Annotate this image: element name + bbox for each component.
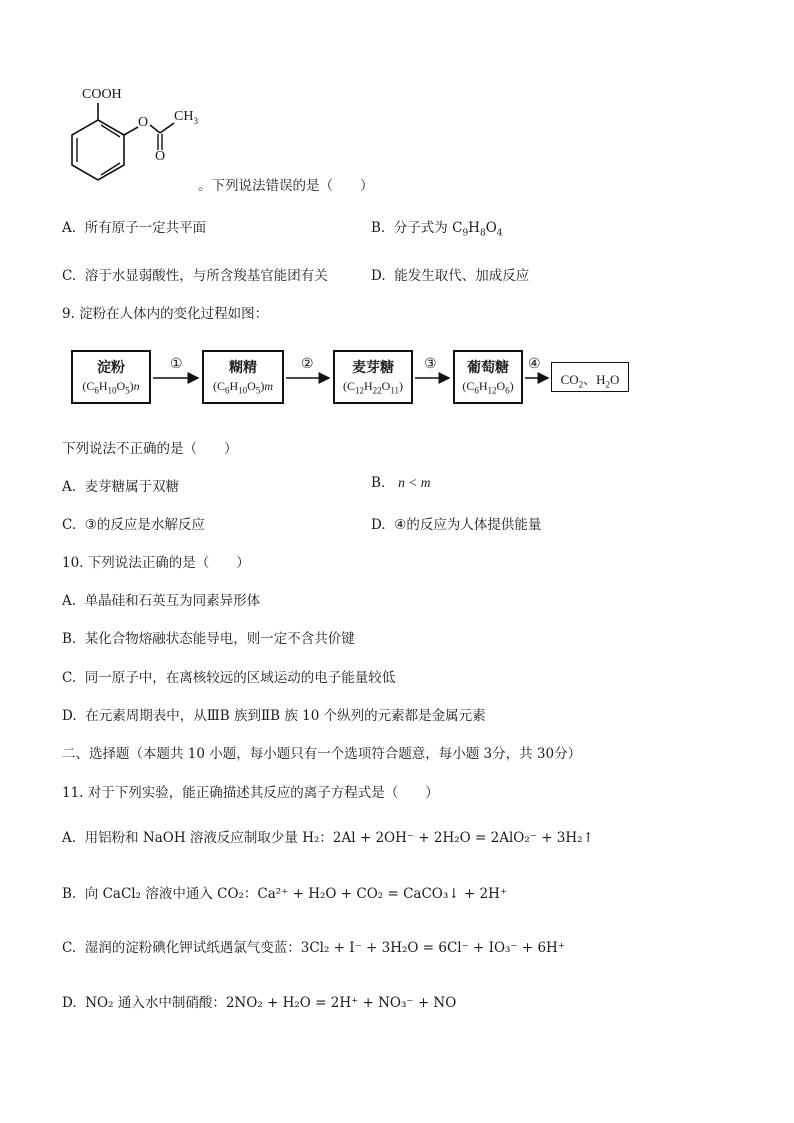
q9-option-a: A. 麦芽糖属于双糖: [62, 479, 180, 495]
q9-option-c: C. ③的反应是水解反应: [62, 517, 205, 533]
flow-arrows-svg: [0, 0, 794, 420]
step-2-label: ②: [301, 356, 314, 372]
section-heading: 二、选择题（本题共 10 小题，每小题只有一个选项符合题意，每小题 3分，共 30分）: [62, 746, 582, 762]
flow-box-glucose: 葡萄糖 $(C_6H_{12}O_6)$: [453, 350, 523, 404]
ester-oxygen-label: O: [138, 115, 149, 130]
flow-box-products: $CO_2$、$H_2O$: [551, 362, 629, 392]
q9-question: 下列说法不正确的是（ ）: [62, 441, 238, 457]
q8-option-c: C. 溶于水显弱酸性，与所含羧基官能团有关: [62, 268, 328, 284]
q9-option-b: B. n < m: [371, 475, 431, 491]
step-3-label: ③: [424, 356, 437, 372]
methyl-label: $CH_3$: [174, 109, 198, 126]
step-4-label: ④: [528, 356, 541, 372]
q10-option-a: A. 单晶硅和石英互为同素异形体: [62, 593, 261, 609]
flow-box-starch: 淀粉 $(C_6H_{10}O_5)n$: [71, 350, 151, 404]
flow-box-maltose: 麦芽糖 $(C_{12}H_{22}O_{11})$: [333, 350, 413, 404]
step-1-label: ①: [170, 356, 183, 372]
q11-option-b: B. 向 CaCl₂ 溶液中通入 CO₂：Ca²⁺ + H₂O + CO₂ = CaCO₃↓ + 2H⁺: [62, 886, 507, 902]
q10-stem: 10. 下列说法正确的是（ ）: [62, 555, 250, 571]
q11-stem: 11. 对于下列实验，能正确描述其反应的离子方程式是（ ）: [62, 785, 439, 801]
cooh-label: COOH: [82, 87, 122, 102]
carbonyl-oxygen-label: O: [155, 149, 166, 164]
q10-option-d: D. 在元素周期表中，从ⅢB 族到ⅡB 族 10 个纵列的元素都是金属元素: [62, 708, 486, 724]
q8-stem: 。下列说法错误的是（ ）: [198, 178, 374, 194]
q11-option-d: D. NO₂ 通入水中制硝酸：2NO₂ + H₂O = 2H⁺ + NO₃⁻ + NO: [62, 995, 457, 1011]
q9-stem: 9. 淀粉在人体内的变化过程如图：: [62, 306, 269, 322]
q11-option-c: C. 湿润的淀粉碘化钾试纸遇氯气变蓝：3Cl₂ + I⁻ + 3H₂O = 6Cl⁻ + IO₃⁻ + 6H⁺: [62, 940, 565, 956]
q8-option-a: A. 所有原子一定共平面: [62, 220, 207, 236]
flow-box-dextrin: 糊精 $(C_6H_{10}O_5)m$: [202, 350, 284, 404]
q11-option-a: A. 用铝粉和 NaOH 溶液反应制取少量 H₂：2Al + 2OH⁻ + 2H₂O = 2AlO₂⁻ + 3H₂↑: [62, 830, 594, 846]
q8-option-d: D. 能发生取代、加成反应: [371, 268, 530, 284]
q10-option-b: B. 某化合物熔融状态能导电，则一定不含共价键: [62, 631, 355, 647]
q10-option-c: C. 同一原子中，在离核较远的区域运动的电子能量较低: [62, 670, 396, 686]
q9-option-d: D. ④的反应为人体提供能量: [371, 517, 542, 533]
q8-option-b: B. 分子式为 $C_9H_8O_4$: [371, 220, 503, 239]
